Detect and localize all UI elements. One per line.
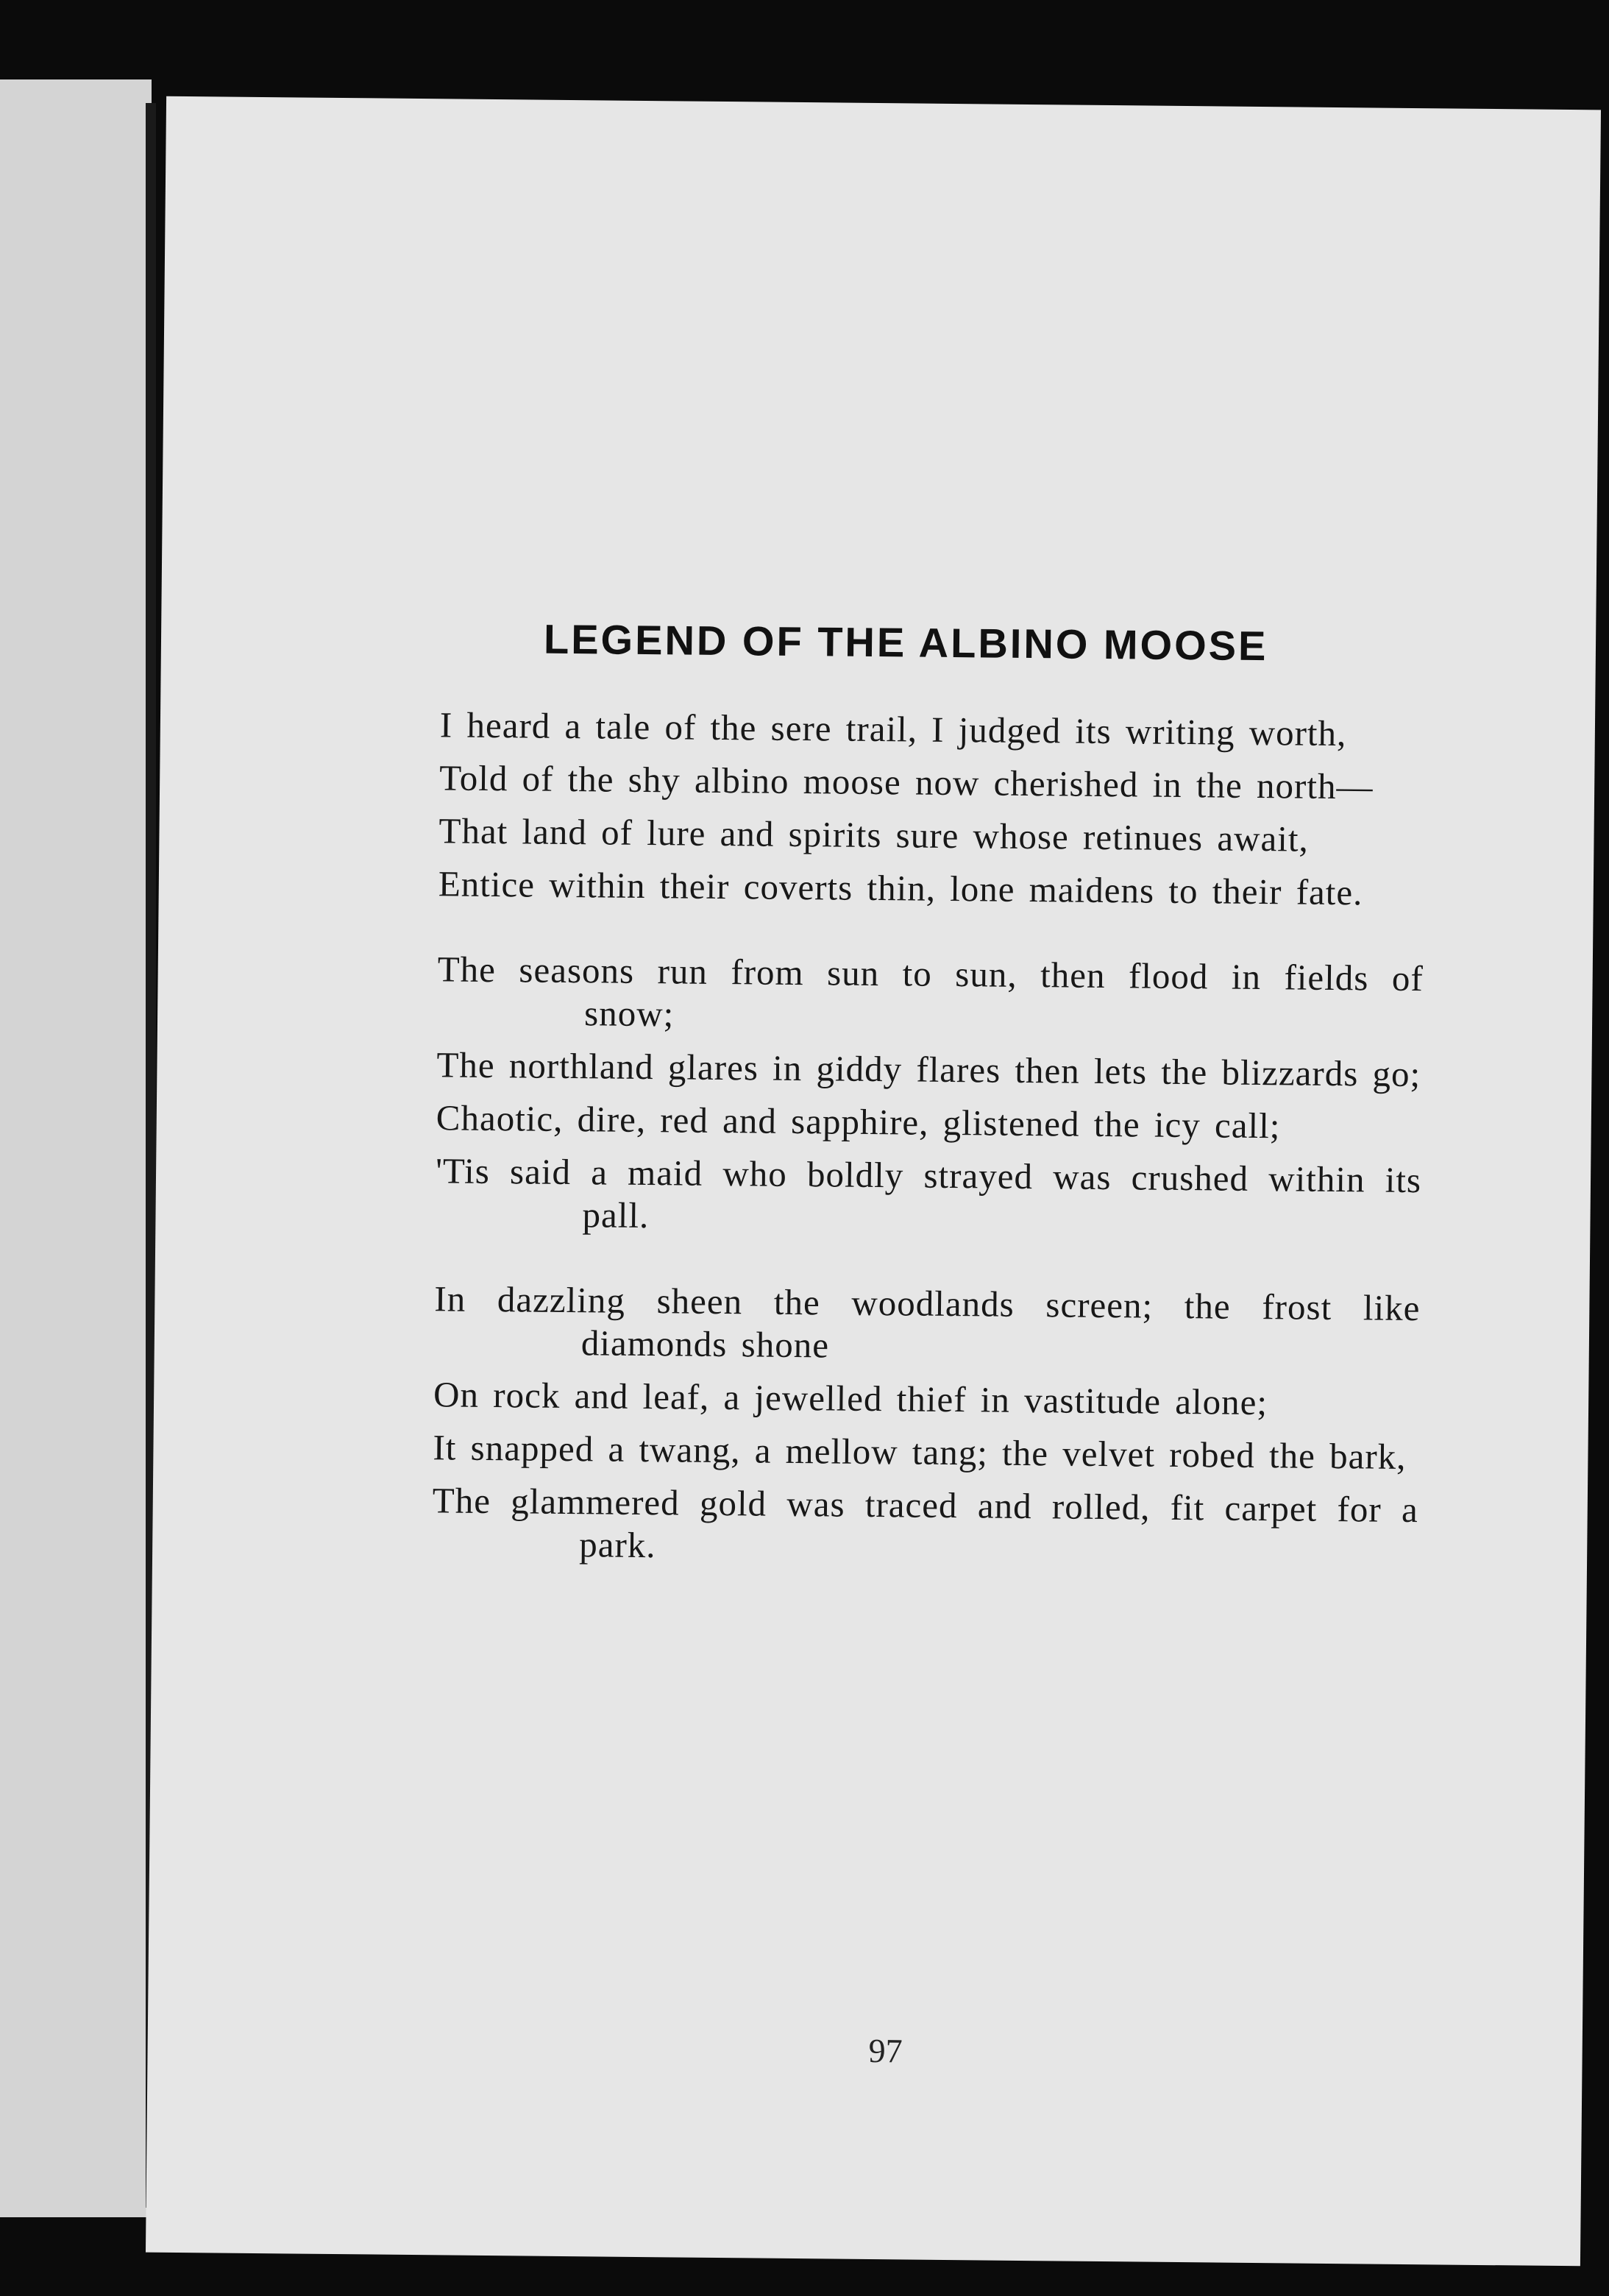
poem-line: Told of the shy albino moose now cherished in the north— [438, 757, 1374, 807]
poem-line: Chaotic, dire, red and sapphire, glistened the icy call; [436, 1097, 1281, 1147]
poem-line: 'Tis said a maid who boldly strayed was crushed within its pall. [435, 1150, 1422, 1236]
stanza-2 [435, 948, 1424, 1244]
poem-title: LEGEND OF THE ALBINO MOOSE [543, 615, 1268, 670]
poem-line: Entice within their coverts thin, lone maidens to their fate. [438, 863, 1363, 913]
book-page [146, 96, 1601, 2267]
poem-line: In dazzling sheen the woodlands screen; the frost like diamonds shone [434, 1278, 1421, 1366]
poem-line: I heard a tale of the sere trail, I judged its writing worth, [439, 704, 1347, 754]
poem-line: The glammered gold was traced and rolled, fit carpet for a park. [432, 1480, 1419, 1566]
stanza-1 [438, 704, 1427, 915]
page-number: 97 [868, 2031, 903, 2070]
poem-line: The northland glares in giddy flares then lets the blizzards go; [436, 1044, 1421, 1095]
poem-line: The seasons run from sun to sun, then flood in fields of snow; [437, 949, 1424, 1035]
poem-body [431, 704, 1426, 1617]
stanza-3 [432, 1278, 1421, 1574]
poem-line: That land of lure and spirits sure whose retinues await, [438, 810, 1310, 860]
poem-line: It snapped a twang, a mellow tang; the velvet robed the bark, [433, 1427, 1407, 1477]
poem-line: On rock and leaf, a jewelled thief in vastitude alone; [433, 1374, 1268, 1423]
left-page-margin [0, 79, 152, 2217]
